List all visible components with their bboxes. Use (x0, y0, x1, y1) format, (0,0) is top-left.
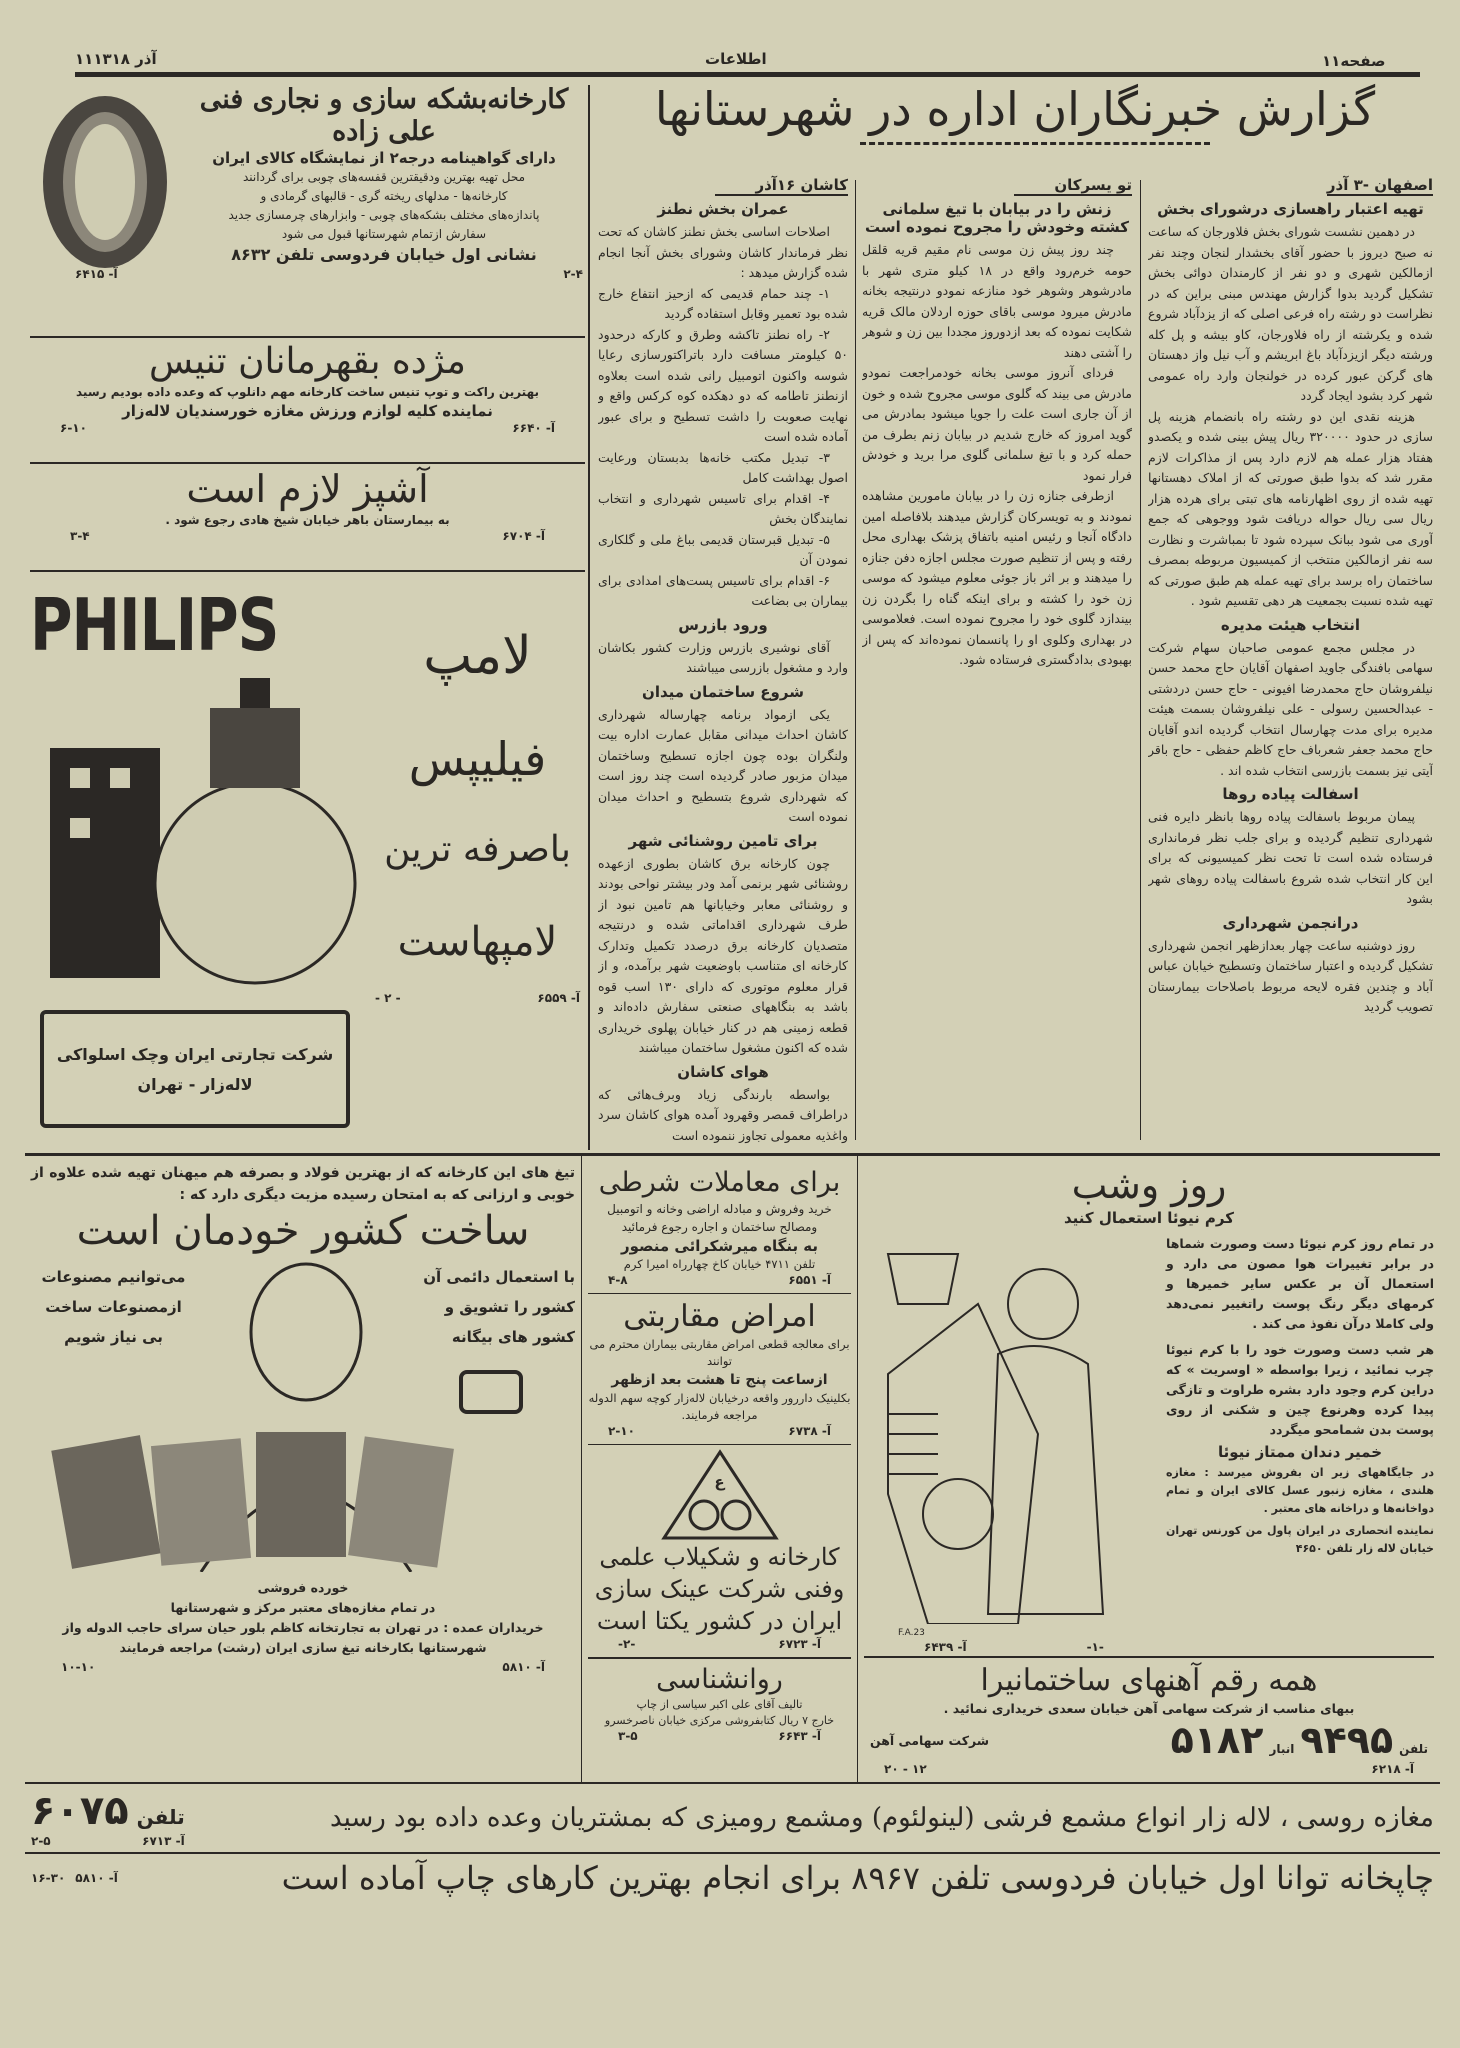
page-number: صفحه۱۱ (1322, 52, 1386, 70)
ad-code: ۲-۴ (563, 267, 583, 281)
news-headline: گزارش خبرنگاران اداره در شهرستانها (654, 82, 1376, 136)
ad-text: ایران در کشور یکتا است (596, 1607, 843, 1635)
slogan-line: می‌توانیم مصنوعات (41, 1268, 186, 1286)
slogan-line: بی نیاز شویم (64, 1328, 163, 1346)
section-title: درانجمن شهرداری (1222, 913, 1359, 932)
paragraph: هزینه نقدی این دو رشته راه بانضمام هزینه پل سازی در حدود ۳۲۰۰۰۰ ریال پیش بینی شده و یکصدو هفتاد هزار عمله هم لازم دارد پس از مذاکرات لازم مقرر شد که بدوا طبق صورتی که از املاک دهستانها تهیه شده از روی اظهارنامه های تبتی برای هرده هزار ریال سی ریال حواله دریافت شود ووجوهی که جمع آوری می شود ببانک سپرده شود تا بمباشرت و نظارت سه نفر ازمالکین منتخب از کمیسیون مربوطه بمصرف ساختمان راه برسد برای تهیه عمله هم طبق صورتی که تهیه شده نسبت بجمعیت هر دهی تقسیم شود . (1148, 408, 1433, 608)
section-title: ورود بازرس (678, 615, 768, 634)
razor-blade-ad (25, 1156, 581, 1782)
dateline: کاشان ۱۶آذر (715, 176, 848, 196)
company-name: شرکت تجارتی ایران وچک اسلواکی (56, 1045, 334, 1064)
philips-company-box (40, 1010, 350, 1128)
retail-label: خورده فروشی (257, 1580, 349, 1595)
ad-ref: آ- ۶۵۵۹ (537, 991, 580, 1005)
ad-title: روانشناسی (656, 1664, 783, 1695)
ad-title: همه رقم آهنهای ساختمانیرا (980, 1663, 1318, 1698)
paragraph: چون کارخانه برق کاشان بطوری ازعهده روشنائی شهر برنمی آمد ودر بیشتر نواحی بودند و روشنائی معابر وخیابانها هم تامین نبود از طرف شهرداری اقداماتی شده و درنتیجه متصدیان کارخانه برق درصدد تکمیل وتدارک کارخانه ای متناسب باوضعیت شهر برآمده، و از قرار معلوم موتوری که دارای ۱۳۰ اسب قوه باشد به بنگاههای صنعتی سفارش داده‌اند و قطعه زمینی هم در کنار خیابان پهلوی خریداری شده که اکنون مشغول ساختمان میباشند (598, 855, 848, 1055)
ad-code: ۱۰-۱۰ (61, 1660, 96, 1674)
dateline: اصفهان -۳ آذر (1326, 176, 1433, 194)
newspaper-name: اطلاعات (705, 50, 767, 68)
article-title: زنش را در بیابان با تیغ سلمانی کشته وخودش را مجروح نموده است (864, 200, 1129, 236)
section-title: برای تامین روشنائی شهر (628, 831, 818, 850)
ad-code: ۶-۱۰ (60, 421, 87, 435)
ad-code: -۱- (1086, 1640, 1104, 1654)
linoleum-banner (25, 1782, 1440, 1852)
paragraph: یکی ازمواد برنامه چهارساله شهرداری کاشان احداث میدانی مقابل عمارت اداره بیت ولنگران بوده چون اجازه تسطیح وساختمان میدان مزبور صادر گردیده است چند روز است که شهرداری شروع بتسطیح و احداث میدان نموده است (598, 706, 848, 824)
paragraph: اصلاحات اساسی بخش نطنز کاشان که تحت نظر فرماندار کاشان وشورای بخش آنجا انجام شده گزارش میدهد : (598, 224, 848, 280)
warehouse-label: انبار (1269, 1742, 1295, 1756)
ad-code: ۴-۸ (608, 1273, 628, 1287)
ad-ref-row (31, 1871, 118, 1885)
section-title: اسفالت پیاده روها (1222, 785, 1359, 803)
ad-ref-row (75, 267, 583, 281)
iron-phones (1171, 1718, 1428, 1762)
ad-text: محل تهیه بهترین ودقیقترین قفسه‌های چوبی برای گردانند (243, 170, 525, 184)
barrel-illustration (35, 92, 175, 276)
ad-title: برای معاملات شرطی (598, 1167, 841, 1198)
eyeglasses-triangle-logo (660, 1449, 780, 1541)
ad-ref-row (588, 1637, 851, 1651)
ad-text: خرید وفروش و مبادله اراضی وخانه و اتومبیل ومصالح ساختمان و اجاره رجوع فرمائید (607, 1202, 832, 1234)
ad-text: پاندازه‌های مختلف بشکه‌های چوبی - وابزارهای چرمسازی جدید (228, 208, 540, 222)
artist-signature: F.A.23 (898, 1628, 925, 1638)
iron-ad (864, 1656, 1434, 1776)
divider (30, 570, 585, 572)
linoleum-phone-block (31, 1788, 185, 1848)
printshop-banner (25, 1852, 1440, 1902)
paragraph: ۴- اقدام برای تاسیس شهرداری و انتخاب نمایندگان بخش (598, 490, 848, 526)
company-name: شرکت سهامی آهن (870, 1732, 990, 1748)
ad-text: سفارش ازتمام شهرستانها قبول می شود (281, 227, 487, 241)
ad-code: ۱۲ - ۲۰ (884, 1762, 927, 1776)
ad-code: ۳-۵ (618, 1729, 638, 1743)
ad-text: تالیف آقای علی اکبر سیاسی از چاپ (636, 1698, 803, 1711)
ad-title: کارخانه‌بشکه سازی و نجاری فنی (199, 84, 569, 115)
slogan-line: ازمصنوعات ساخت (45, 1298, 182, 1316)
printshop-ad: چاپخانه توانا اول خیابان فردوسی تلفن ۸۹۶۷ برای انجام بهترین کارهای چاپ آماده است (281, 1859, 1434, 1897)
blade-sales-info (31, 1578, 575, 1658)
optics-ad (588, 1445, 851, 1658)
ad-code: -۲- (618, 1637, 636, 1651)
man-with-blades-illustration (51, 1262, 551, 1576)
ad-text: به بنگاه میرشکرائی منصور (620, 1237, 819, 1255)
paragraph: در دهمین نشست شورای بخش فلاورجان که ساعت نه صبح دیروز با حضور آقای بخشدار لنجان وچند نفر ازمالکین شهری و دو نفر از کارمندان دوائی بخش تشکیل گردید بدوا گزارش مهندس مبنی براین که در نظراست دو رشته راه فرعی اصلی که از یزدآباد شروع شده و یکرشته از راه فلاورجان، کاو بیشه و پل کله ورشته دیگر ازیزدآباد باغ ابریشم و آب نیل واز دهستان های گرکن عبور کرده در خولنجان وارد راه عمومی شهر کرد بشود ایجاد گردد (1148, 224, 1433, 403)
paragraph: ازطرفی جنازه زن را در بیابان مامورین مشاهده نمودند و به تویسرکان گزارش میدهند بلافاصله امین دادگاه آنجا و رئیس امنیه باتفاق پزشک بهداری محل رفته و پس از تنظیم صورت مجلس اجازه دفن جنازه را میدهند و بر اثر باز جوئی معلوم میشود که موسی زن خود را کشته و برای اینکه گناه را بگردن زن بیندازد گلوی خود را مجروح نموده است. فعلاموسی در بهداری وکلوی او را پانسمان نموده‌اند که پس از بهبودی بدادگستری فرستاده شود. (862, 488, 1132, 667)
conditional-transactions-ad (588, 1162, 851, 1294)
ad-intro: تیغ های این کارخانه که از بهترین فولاد و بصرفه هم میهنان تهیه شده علاوه از خوبی و ارزانی که به امتحان رسیده مزیت دیگری دارد که : (31, 1165, 575, 1203)
phone-number: ۵۱۸۲ (1170, 1718, 1264, 1762)
ad-paragraph: نماینده انحصاری در ایران پاول من کورنس تهران خیابان لاله زار تلفن ۴۶۵۰ (1166, 1524, 1434, 1555)
headline-underline (860, 142, 1210, 145)
slogan-line: کشور را تشویق و (444, 1298, 575, 1316)
ad-ref: آ- ۶۴۳۹ (924, 1640, 967, 1654)
phone-number: ۶۰۷۵ (31, 1788, 129, 1834)
ad-text: برای معالجه قطعی امراض مقاربتی بیماران محترم می توانند (589, 1337, 850, 1368)
philips-text (375, 625, 580, 1005)
ad-ref-row (30, 421, 585, 435)
ad-text: لامپهاست (397, 919, 558, 965)
nivea-ad (864, 1162, 1434, 1656)
middle-ad-column (581, 1156, 858, 1782)
paragraph: بواسطه بارندگی زیاد وبرف‌هائی که دراطراف قمصر وقهرود آمده هوای کاشان سرد واغذیه معمولی تجاوز ننموده است (598, 1086, 848, 1143)
paragraph: ۵- تبدیل قبرستان قدیمی بباغ ملی و گلکاری نمودن آن (598, 531, 848, 567)
ad-ref-row (588, 1273, 851, 1287)
ad-text: تلفن ۴۷۱۱ خیابان کاخ چهارراه امیرا کرم (623, 1257, 816, 1271)
ad-title: ساخت کشور خودمان است (76, 1208, 530, 1254)
linoleum-phone (31, 1788, 185, 1834)
ad-text: ببهای مناسب از شرکت سهامی آهن خیابان سعدی خریداری نمائید . (943, 1701, 1355, 1716)
paragraph: فردای آنروز موسی بخانه خودمراجعت نمودو مادرش می بیند که گلوی موسی مجروح شده و خون از آن جاری است علت را جویا میشود بمادرش می گوید امروز که خارج شدیم در بیابان زنم بطرف من حمله کرد و با تیغ سلمانی گلوی مرا برید و خودش فرار نمود (862, 365, 1132, 483)
issue-date: ۱۱آذر ۱۳۱۸ (75, 50, 157, 68)
ad-text: لامپ (423, 626, 532, 686)
ad-ref: آ- ۵۸۱۰ (75, 1871, 118, 1885)
ad-ref: آ- ۶۷۱۳ (142, 1834, 185, 1848)
divider (30, 462, 585, 464)
ad-text: بکلینیک داررور واقعه درخیابان لاله‌زار کوچه سهم الدوله مراجعه فرمایند. (588, 1391, 851, 1422)
paragraph: روز دوشنبه ساعت چهار بعدازظهر انجمن شهرداری تشکیل گردیده و اعتبار ساختمان وتسطیح خیابان عباس آباد و چندین فقره لایحه مربوط باصلاحات بیمارستان تصویب گردید (1148, 937, 1433, 1014)
ad-ref-row (864, 1638, 1434, 1656)
nivea-ad-text (1166, 1234, 1434, 1638)
column-divider (588, 85, 590, 1150)
company-city: لاله‌زار - تهران (137, 1075, 253, 1094)
ad-ref-row (588, 1424, 851, 1438)
paragraph: در مجلس مجمع عمومی صاحبان سهام شرکت سهامی بافندگی جاوید اصفهان آقایان حاج محمد حسن نیلفروشان حاج محمدرضا افیونی - حاج حسن دردشتی - عبدالحسین رسولی - علی نیلفروشان بسمت هیئت مدیره برای مدت چهارسال انتخاب گردیده اندو آقایان حاج محمد جعفر شعرباف حاج کاظم حفظی - حاج باقر آیتی نیز بسمت بازرسی انتخاب شده اند . (1148, 639, 1433, 778)
lightbulb-illustration (40, 668, 360, 1002)
ad-text: کارخانه و شکیلاب علمی (599, 1543, 840, 1571)
ad-paragraph: هر شب دست وصورت خود را با کرم نیوئا چرب نمائید ، زیرا بواسطه « اوسریت » که دراین کرم وجود دارد بشره طراوت و تازگی پیدا کرده وهرنوع چین و شکنی از روی پوست بدن شمامحو میگردد (1166, 1342, 1434, 1437)
ad-ref-row (31, 1658, 575, 1676)
paragraph: ۱- چند حمام قدیمی که ازحیز انتفاع خارج شده بود تعمیر وقابل استفاده گردید (598, 285, 848, 321)
philips-logo: PHILIPS (30, 585, 279, 665)
psychology-book-ad (588, 1658, 851, 1749)
lower-section (25, 1153, 1440, 1902)
ad-title: امراض مقاربتی (623, 1299, 816, 1334)
paragraph: ۳- تبدیل مکتب خانه‌ها بدبستان ورعایت اصول بهداشت کامل (598, 449, 848, 485)
ad-text: فیلیپس (408, 732, 547, 786)
ad-text: به بیمارستان باهر خیابان شیخ هادی رجوع شود . (165, 513, 450, 527)
divider (30, 336, 585, 338)
slogan-line: با استعمال دائمی آن (423, 1268, 575, 1286)
tennis-ad (30, 340, 585, 435)
ad-ref-row (864, 1762, 1434, 1776)
ad-ref-row (588, 1729, 851, 1743)
ad-subheading: خمیر دندان ممتاز نیوئا (1217, 1443, 1383, 1461)
ad-text: وفنی شرکت عینک سازی (594, 1575, 845, 1603)
cook-ad (30, 466, 585, 543)
ad-ref: آ- ۵۸۱۰ (502, 1660, 545, 1674)
carpentry-ad (75, 84, 583, 281)
phone-label: تلفن (136, 1805, 185, 1829)
column-divider (1140, 180, 1141, 1140)
news-column-toyserkan (862, 175, 1132, 1145)
ad-ref: آ- ۶۷۳۸ (788, 1424, 831, 1438)
ad-paragraph: در جایگاههای زیر ان بفروش میرسد : مغازه هلندی ، مغازه زنبور عسل کالای ایران و تمام دواخانه‌ها و دراخانه های معتبر . (1166, 1466, 1434, 1515)
ad-ref: آ- ۶۲۱۸ (1371, 1762, 1414, 1776)
ad-ref: آ- ۶۷۰۴ (502, 529, 545, 543)
ad-ref: آ- ۶۷۲۳ (778, 1637, 821, 1651)
ad-text: ازساعت پنج تا هشت بعد ازظهر (611, 1372, 828, 1388)
ad-ref: آ- ۶۶۴۰ (512, 421, 555, 435)
slogan-line: کشور های بیگانه (451, 1328, 575, 1346)
ad-name: علی زاده (332, 116, 436, 147)
logo-letter: ع (714, 1473, 725, 1491)
ad-code: - ۲ - (375, 991, 401, 1005)
ad-ref: آ- ۶۶۴۳ (778, 1729, 821, 1743)
women-illustration (868, 1234, 1158, 1638)
ad-title: روز وشب (1071, 1163, 1227, 1207)
ad-ref-row (375, 991, 580, 1005)
ad-ref: آ- ۶۵۵۱ (788, 1273, 831, 1287)
ad-text: بهترین راکت و توپ تنیس ساخت کارخانه مهم دانلوپ که وعده داده بودیم رسید (75, 385, 539, 399)
ad-title: آشپز لازم است (186, 467, 429, 511)
paragraph: چند روز پیش زن موسی نام مقیم قریه قلقل حومه خرم‌رود واقع در ۱۸ کیلو متری شهر با مادرشوهر وشوهر خود منازعه نمودو درنتیجه بخانه مادرش میرود موسی باقای حوزه اردلان مالک قریه شکایت نموده که بعد ازدوروز مجددا بین زن و شوهر را آشتی دهند (862, 242, 1132, 360)
ad-ref-row (30, 529, 585, 543)
ad-text: کارخانه‌ها - مدلهای ریخته گری - قالبهای گرمادی و (260, 189, 508, 203)
ad-code: ۲-۵ (31, 1834, 51, 1848)
news-column-kashan (598, 175, 848, 1145)
news-column-isfahan (1148, 175, 1433, 1145)
masthead-rule (75, 72, 1420, 77)
retail-text: در تمام مغازه‌های معتبر مرکز و شهرستانها (170, 1600, 436, 1615)
ad-code: ۲-۱۰ (608, 1424, 635, 1438)
ad-text: خارج ۷ ریال کتابفروشی مرکزی خیابان ناصرخسرو (604, 1714, 835, 1727)
dateline: تو یسرکان (1014, 176, 1132, 196)
ad-ref: آ- ۶۴۱۵ (75, 267, 118, 281)
ad-subtitle: کرم نیوئا استعمال کنید (1064, 1209, 1234, 1227)
paragraph: آقای نوشیری بازرس وزارت کشور بکاشان وارد و مشغول بازرسی میباشند (598, 639, 848, 675)
section-title: شروع ساختمان میدان (642, 682, 804, 701)
ad-code: ۱۶-۳۰ (31, 1871, 66, 1885)
section-title: انتخاب هیئت مدیره (1220, 615, 1361, 634)
paragraph: ۶- اقدام برای تاسیس پست‌های امدادی برای بیماران بی بضاعت (598, 572, 848, 608)
ad-award: دارای گواهینامه درجه۲ از نمایشگاه کالای ایران (212, 149, 556, 167)
section-title: تهیه اعتبار راهسازی درشورای بخش (1157, 200, 1424, 218)
phone-number: ۹۴۹۵ (1300, 1718, 1394, 1762)
ad-code: ۳-۴ (70, 529, 90, 543)
paragraph: ۲- راه نطنز تاکشه وطرق و کارکه درحدود ۵۰ کیلومتر مسافت دارد باتراکتورسازی رعایا شوسه واکنون اتومبیل رانی شده است بعلاوه ازنطنز تاطامه که دو دهکده کوه کرکس واقع و نهایت صعوبت را داشت تسطیح و برای عبور آماده شده است (598, 326, 848, 444)
linoleum-ad: مغازه روسی ، لاله زار انواع مشمع فرشی (لینولئوم) ومشمع رومیزی که بمشتریان وعده داده بود رسید (329, 1803, 1434, 1833)
phone-label: تلفن (1399, 1742, 1428, 1756)
ad-ref-row (31, 1834, 185, 1848)
ad-title: مژده بقهرمانان تنیس (149, 341, 466, 382)
paragraph: پیمان مربوط باسفالت پیاده روها بانظر دایره فنی شهرداری تنظیم گردیده و برای جلب نظر فرمانداری فرستاده شده است تا تحت نظر کمیسیونی که برای این کار انتخاب شده شروع باسفالت پیاده روهای شهر بشود (1148, 809, 1433, 906)
section-title: هوای کاشان (677, 1062, 769, 1081)
column-divider (855, 180, 856, 1140)
ad-paragraph: در تمام روز کرم نیوئا دست وصورت شماها در برابر تغییرات هوا مصون می دارد و استعمال آن بر عکس سایر خمیرها و کرمهای دیگر رنگ پوست راتغییر نمی‌دهد ولی کاملا درآن نفوذ می کند . (1166, 1236, 1434, 1331)
section-title: عمران بخش نطنز (657, 200, 789, 218)
ad-address: نشانی اول خیابان فردوسی تلفن ۸۶۳۲ (231, 245, 537, 264)
ad-text: نماینده کلیه لوازم ورزش مغازه خورسندیان لاله‌زار (122, 402, 493, 420)
ad-text: باصرفه ترین (384, 829, 571, 870)
venereal-diseases-ad (588, 1294, 851, 1445)
wholesale-text: خریداران عمده : در تهران به تجارتخانه کاظم بلور حیان سرای حاجب الدوله واز شهرستانها بکارخانه تیغ سازی ایران (رشت) مراجعه فرمایند (62, 1620, 544, 1655)
right-ad-column (858, 1156, 1440, 1782)
